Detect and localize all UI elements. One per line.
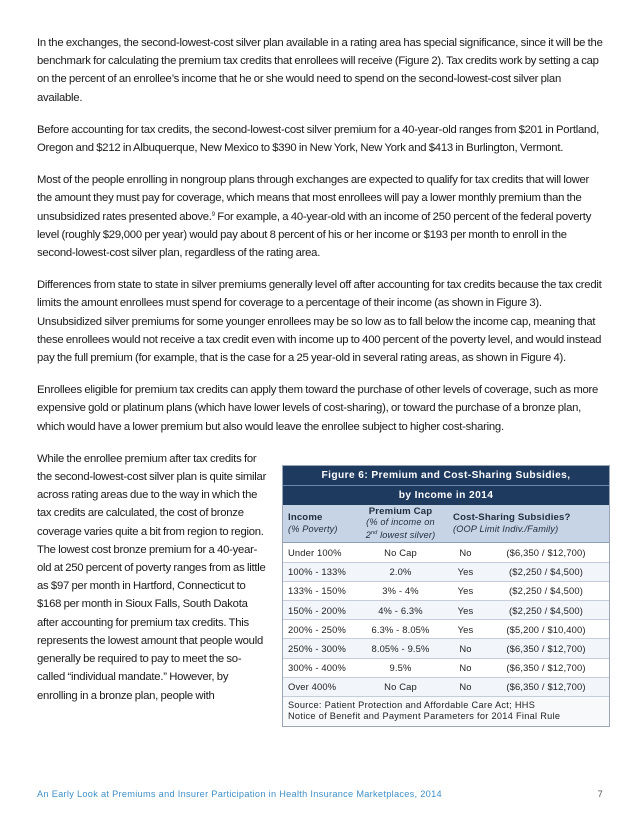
- col-cap-sub-b-num: 2: [365, 529, 371, 540]
- cell-income: 200% - 250%: [283, 620, 353, 639]
- cell-income: 300% - 400%: [283, 658, 353, 677]
- table-row: [283, 620, 609, 639]
- col-header-premium-cap: [353, 505, 448, 543]
- cell-oop: ($2,250 / $4,500): [483, 600, 609, 619]
- paragraph-benchmark: In the exchanges, the second-lowest-cost silver plan available in a rating area has special significance, since it will be the benchmark for calculating the premium tax credits that enrollees will receive (Figure 2). Tax credits work by setting a cap on the percent of an enrollee’s income that he or she would need to spend on the second-lowest-cost silver plan available.: [37, 37, 603, 104]
- paragraph-tax-credits: [37, 171, 603, 262]
- col-cs-title: Cost-Sharing Subsidies?: [453, 512, 571, 524]
- bronze-paragraph: While the enrollee premium after tax credits for the second-lowest-cost silver plan is quite similar across rating areas due to the way in which the tax credits are calculated, the cost of bronze coverage varies quite a bit from region to region. The lowest cost bronze premium for a 40-year-old at 250 percent of poverty ranges from as little as $97 per month in Hartford, Connecticut to $168 per month in Sioux Falls, South Dakota after accounting for premium tax credits. This represents the lowest amount that people would generally be required to pay to meet the so-called “individual mandate.” However, by enrolling in a bronze plan, people with: [37, 452, 267, 702]
- cell-cap: 3% - 4%: [353, 581, 448, 600]
- col-cap-sub-b-text: lowest silver): [377, 529, 436, 540]
- page-number: 7: [597, 789, 603, 799]
- cell-oop: ($2,250 / $4,500): [483, 581, 609, 600]
- col-cs-sub: (OOP Limit Indiv./Family): [453, 523, 559, 534]
- split-section: [37, 450, 603, 722]
- table-row: [283, 562, 609, 581]
- cell-subsidy: Yes: [448, 600, 483, 619]
- cell-income: 133% - 150%: [283, 581, 353, 600]
- cell-subsidy: Yes: [448, 581, 483, 600]
- paragraph-other-coverage: Enrollees eligible for premium tax credits can apply them toward the purchase of other levels of coverage, such as more expensive gold or platinum plans (which have lower levels of cost-sharing), or toward the purchase of a bronze plan, which would have a lower premium but also would leave the enrollee subject to higher cost-sharing.: [37, 384, 599, 433]
- footnote-marker: 9: [211, 211, 215, 218]
- cell-cap: 4% - 6.3%: [353, 600, 448, 619]
- paragraph-state-differences: Differences from state to state in silver premiums generally level off after accounting for tax credits because the tax credit limits the amount enrollees must spend for coverage to a percentage of their income (as shown in Figure 3). Unsubsidized silver premiums for some younger enrollees may be so low as to fall below the income cap, meaning that these enrollees would not receive a tax credit even with income up to 400 percent of the poverty level, and would instead pay the full premium (for example, that is the case for a 25 year-old in several rating areas, as shown in Figure 4).: [37, 279, 602, 365]
- cell-income: Over 400%: [283, 677, 353, 696]
- paragraph-tax-credits-start: Most of the people enrolling in nongroup plans through exchanges are expected to qualify for tax credits that will lower the amount they must pay for coverage, which means that most enrollees will pay a lower monthly premium than the unsubsidized rates presented above.: [37, 174, 590, 223]
- cell-subsidy: No: [448, 677, 483, 696]
- cell-subsidy: No: [448, 658, 483, 677]
- col-cap-title: Premium Cap: [368, 505, 433, 517]
- cell-oop: ($5,200 / $10,400): [483, 620, 609, 639]
- table-row: [283, 581, 609, 600]
- col-header-cost-sharing: [448, 505, 609, 543]
- page-footer: [37, 789, 603, 799]
- cell-income: 100% - 133%: [283, 562, 353, 581]
- col-income-title: Income: [288, 512, 323, 524]
- table-row: [283, 677, 609, 696]
- table-row: [283, 600, 609, 619]
- cell-income: 150% - 200%: [283, 600, 353, 619]
- cell-oop: ($6,350 / $12,700): [483, 677, 609, 696]
- cell-cap: 6.3% - 8.05%: [353, 620, 448, 639]
- source-line-1: Source: Patient Protection and Affordable Care Act; HHS: [288, 699, 536, 710]
- cell-income: 250% - 300%: [283, 639, 353, 658]
- col-header-income: [283, 505, 353, 543]
- col-cap-sub-b-sup: nd: [370, 529, 378, 536]
- cell-subsidy: No: [448, 639, 483, 658]
- figure-title-line2: by Income in 2014: [398, 489, 494, 501]
- cell-subsidy: No: [448, 543, 483, 562]
- cell-income: Under 100%: [283, 543, 353, 562]
- table-row: [283, 658, 609, 677]
- paragraph-premium-range: Before accounting for tax credits, the second-lowest-cost silver premium for a 40-year-old ranges from $201 in Portland, Oregon and $212 in Albuquerque, New Mexico to $390 in New York, New York and $413 in Burlington, Vermont.: [37, 123, 599, 155]
- table-row: [283, 639, 609, 658]
- cell-cap: 9.5%: [353, 658, 448, 677]
- cell-cap: 8.05% - 9.5%: [353, 639, 448, 658]
- paragraph-tax-credits-example: For example, a 40-year-old with an income of 250 percent of the federal poverty level (roughly $29,000 per year) would pay about 8 percent of his or her income or $193 per month to enroll in the second-lowest-cost silver plan, regardless of the rating area.: [37, 210, 592, 260]
- figure-title-line1: Figure 6: Premium and Cost-Sharing Subsidies,: [283, 466, 609, 486]
- col-cap-sub-a: (% of income on: [366, 517, 435, 528]
- cell-oop: ($2,250 / $4,500): [483, 562, 609, 581]
- cell-oop: ($6,350 / $12,700): [483, 658, 609, 677]
- figure-title: [283, 466, 609, 505]
- table-row: [283, 543, 609, 562]
- cell-oop: ($6,350 / $12,700): [483, 543, 609, 562]
- figure-6-table: [282, 465, 610, 727]
- footer-title: An Early Look at Premiums and Insurer Participation in Health Insurance Marketplaces, 2014: [37, 789, 442, 799]
- cell-oop: ($6,350 / $12,700): [483, 639, 609, 658]
- figure-source: [283, 697, 609, 726]
- document-page: [37, 34, 603, 722]
- source-line-2: Notice of Benefit and Payment Parameters for 2014 Final Rule: [288, 711, 561, 722]
- cell-subsidy: Yes: [448, 620, 483, 639]
- col-income-sub: (% Poverty): [288, 523, 338, 534]
- cell-cap: No Cap: [353, 677, 448, 696]
- subsidy-table: [283, 505, 609, 697]
- cell-cap: 2.0%: [353, 562, 448, 581]
- col-cap-sub-b: [358, 528, 443, 541]
- cell-subsidy: Yes: [448, 562, 483, 581]
- cell-cap: No Cap: [353, 543, 448, 562]
